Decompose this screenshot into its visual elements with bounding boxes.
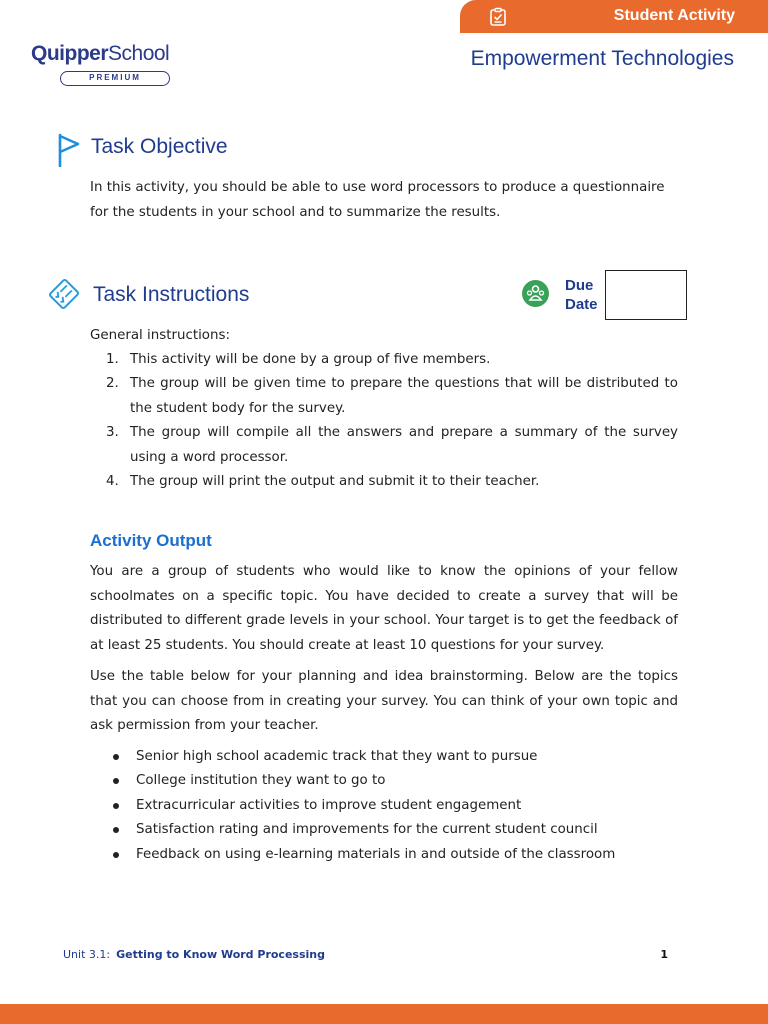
group-icon bbox=[522, 280, 549, 307]
task-objective-heading: Task Objective bbox=[91, 135, 228, 158]
activity-paragraph-2: Use the table below for your planning and idea brainstorming. Below are the topics that you can choose from in creating your survey. You can think of your own topic and ask permission from your teacher. bbox=[90, 669, 678, 733]
bullet-icon bbox=[113, 754, 119, 760]
list-number: 2. bbox=[106, 376, 119, 392]
list-item bbox=[90, 794, 690, 818]
logo-regular: School bbox=[108, 42, 170, 65]
quipper-school-logo bbox=[31, 42, 171, 88]
bullet-icon bbox=[113, 803, 119, 809]
list-number: 1. bbox=[106, 352, 119, 367]
footer-unit: Unit 3.1: bbox=[63, 948, 111, 961]
topic-text: Extracurricular activities to improve student engagement bbox=[136, 797, 522, 813]
bullet-icon bbox=[113, 827, 119, 833]
objective-text: In this activity, you should be able to use word processors to produce a questionnaire for the students in your school and to summarize the results. bbox=[90, 180, 665, 220]
list-item bbox=[90, 372, 678, 421]
task-instructions-heading: Task Instructions bbox=[93, 283, 250, 306]
general-instructions-intro: General instructions: bbox=[90, 328, 230, 343]
list-item bbox=[90, 843, 690, 867]
list-item bbox=[90, 421, 678, 470]
list-number: 4. bbox=[106, 474, 119, 490]
topic-text: Senior high school academic track that they want to pursue bbox=[136, 749, 538, 764]
student-activity-tab bbox=[460, 0, 768, 33]
footer-topic: Getting to Know Word Processing bbox=[116, 948, 325, 961]
list-item bbox=[90, 348, 678, 372]
topic-text: College institution they want to go to bbox=[136, 773, 386, 789]
due-date-label: Due Date bbox=[565, 277, 598, 313]
list-item bbox=[90, 769, 690, 793]
list-item bbox=[90, 745, 690, 769]
bullet-icon bbox=[113, 852, 119, 858]
checklist-icon bbox=[47, 277, 81, 311]
list-item-text: The group will be given time to prepare the questions that will be distributed to the student body for the survey. bbox=[130, 376, 678, 416]
list-item bbox=[90, 470, 678, 494]
logo-bold: Quipper bbox=[31, 42, 109, 65]
topic-text: Feedback on using e-learning materials in and outside of the classroom bbox=[136, 846, 616, 862]
bottom-accent-bar bbox=[0, 1004, 768, 1024]
page-footer bbox=[63, 948, 325, 961]
instructions-list bbox=[90, 348, 678, 494]
student-activity-label: Student Activity bbox=[613, 7, 735, 24]
page-number: 1 bbox=[660, 948, 668, 961]
topics-list bbox=[90, 745, 690, 867]
clipboard-check-icon bbox=[488, 7, 508, 27]
list-number: 3. bbox=[106, 425, 119, 441]
activity-output-heading: Activity Output bbox=[90, 531, 212, 550]
list-item-text: The group will print the output and submit it to their teacher. bbox=[130, 474, 540, 490]
topic-text: Satisfaction rating and improvements for the current student council bbox=[136, 822, 598, 838]
list-item-text: This activity will be done by a group of five members. bbox=[130, 352, 491, 367]
premium-badge: PREMIUM bbox=[60, 71, 170, 86]
flag-icon bbox=[57, 133, 81, 167]
bullet-icon bbox=[113, 778, 119, 784]
due-date-box[interactable] bbox=[605, 270, 687, 320]
list-item bbox=[90, 818, 690, 842]
subject-title: Empowerment Technologies bbox=[470, 47, 734, 70]
activity-paragraph-1: You are a group of students who would like to know the opinions of your fellow schoolmates on a specific topic. You have decided to create a survey that will be distributed to different grade levels in your school. Your target is to get the feedback of at least 25 students. You should create at least 10 questions for your survey. bbox=[90, 564, 678, 653]
list-item-text: The group will compile all the answers and prepare a summary of the survey using a word processor. bbox=[130, 425, 678, 465]
